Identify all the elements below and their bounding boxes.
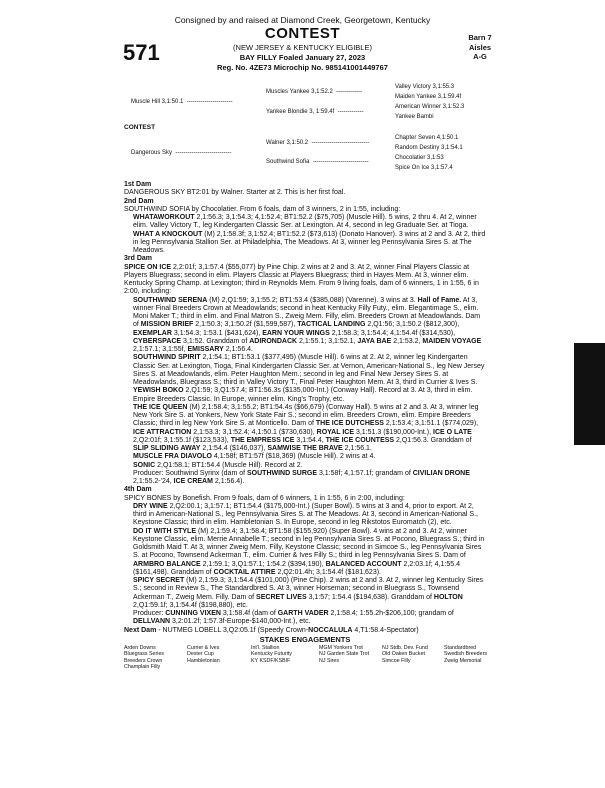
third-dam-heading: 3rd Dam <box>124 255 153 263</box>
consignor-line: Consigned by and raised at Diamond Creek, Georgetown, Kentucky <box>174 15 431 25</box>
stakes-heading: STAKES ENGAGEMENTS <box>259 634 351 644</box>
stakes-item: NJ Sires <box>319 657 340 664</box>
stakes-item: Dexter Cup <box>187 651 214 658</box>
offspring-entry: DO IT WITH STYLE (M) 2,1:59.4; 3,1:58.4; BT1:58 ($155,920) (Super Bowl). 4 wins at 2 and 3. At 2, winner Keystone Classic, elim. Merrie Annabelle T.; second in leg Pennsylvania Sires S. at Pocono, Bluegrass S.; third in Goldsmith Maid T. At 3, winner Zweig Mem. Filly, Keystone Classic; second in Simcoe S., leg Pennsylvania Sires S. at Pocono, Townsend Ackerman T., elim. Currier & Ives Filly S.; third in leg Pennsylvania Sires S. Dam of ARMBRO BALANCE 2,1:59.1; 3,Q1:57.1; 1:54.2 ($394,190), BALANCED ACCOUNT 2,2:03.1f; 4,1:55.4 ($161,498). Granddam of COCKTAIL ATTIRE 2,Q2:01.4h; 3,1:54.4f ($181,623). <box>133 527 485 576</box>
eligibility-line: (NEW JERSEY & KENTUCKY ELIGIBLE) <box>233 43 372 52</box>
aisle-range: A-G <box>473 52 487 61</box>
hip-number: 571 <box>123 40 160 65</box>
stakes-item: KY KSDF/KSBIF <box>251 657 291 664</box>
stakes-item: Arden Downs <box>124 645 156 651</box>
stakes-item: Kentucky Futurity <box>251 651 292 658</box>
producer-entry: Producer: CUNNING VIXEN 3,1:58.4f (dam of GARTH VADER 2,1:58.4; 1:55.2h-$206,100; grandam of DELLVANN 3,2:01.2f; 1:57.3f-Europe-$140,000-Int.), etc. <box>133 610 454 626</box>
barn-location <box>455 33 505 62</box>
pedigree-ssd: Maiden Yankee 3,1:59.4f <box>395 94 462 100</box>
stakes-item: Currier & Ives <box>187 645 220 651</box>
stakes-item: Champlain Filly <box>124 663 161 670</box>
pedigree-sire-dam: Yankee Blondie 3, 1:59.4f ------------- <box>266 109 364 115</box>
aisles-label: Aisles <box>468 42 492 52</box>
pedigree-dss: Chapter Seven 4,1:50.1 <box>395 135 459 141</box>
pedigree-sire: Muscle Hill 3,1:50.1 ----------------------- <box>131 99 233 105</box>
pedigree-sds: American Winner 3,1:52.3 <box>395 104 465 110</box>
stakes-grid <box>124 645 486 670</box>
offspring-entry: SOUTHWIND SERENA (M) 2,Q1:59; 3,1:55.2; BT1:53.4 ($385,088) (Varenne). 3 wins at 3. Hall of Fame. At 3, winner Final Breeders Crown at Meadowlands; second in heat Kentucky Filly Futy., elim. Elegantimage S., elim. Moni Maker T.; third in elim. and Final Matron S., Zweig Mem. Filly, elim. Breeders Crown at Meadowlands. Dam of MISSION BRIEF 2,1:50.3; 3,1:50.2f ($1,599,587), TACTICAL LANDING 2,Q1:56; 3,1:50.2 ($812,300), EXEMPLAR 3,1:54.3; 1:53.1 ($431,624), EARN YOUR WINGS 2,1:58.3; 3,1:54.4; 4,1:54.4f ($314,530), CYBERSPACE 3,1:52. Granddam of ADIRONDACK 2,1:55.1; 3,1:52.1, JAYA BAE 2,1:53.2, MAIDEN VOYAGE 2,1:57.1; 3,1:55f, EMISSARY 2,1:56.4. <box>133 296 482 353</box>
stakes-item: Breeders Crown <box>124 657 163 664</box>
stakes-item: Swedish Breeders <box>444 651 487 658</box>
offspring-entry: WHAT A KNOCKOUT (M) 2,1:58.3f; 3,1:52.4; BT1:52.2 ($73,613) (Donato Hanover). 3 wins at 2 and 3. At 2, third in leg Pennsylvania Stallion Ser. at Philadelphia, The Meadows. At 3, winner leg Pennsylvania Sires S. at The Meadows. <box>133 230 486 254</box>
offspring-entry: WHATAWORKOUT 2,1:56.3; 3,1:54.3; 4,1:52.4; BT1:52.2 ($75,705) (Muscle Hill). 5 wins, 2 thru 4. At 2, winner elim. Valley Victory T., leg Kindergarten Classic Ser. at Lexington. At 4, second in leg Graduate Ser. at Tioga. <box>133 214 477 230</box>
horse-name: CONTEST <box>264 25 341 42</box>
stakes-item: Int'l. Stallion <box>251 645 280 651</box>
producer-entry: Producer: Southwind Syrinx (dam of SOUTHWIND SURGE 3,1:58f; 4,1:57.1f; grandam of CIVILIAN DRONE 2,1:55.2-'24, ICE CREAM 2,1:56.4). <box>133 469 470 485</box>
stakes-item: Simcoe Filly <box>382 657 411 664</box>
stakes-item: Old Oaken Bucket <box>382 651 425 658</box>
first-dam-heading: 1st Dam <box>124 181 152 188</box>
catalog-body <box>124 181 486 670</box>
pedigree-sire-sire: Muscles Yankee 3,1:52.2 ------------- <box>266 89 363 95</box>
offspring-entry: MUSCLE FRA DIAVOLO 4,1:58f; BT1:57f ($18,369) (Muscle Hill). 2 wins at 4. <box>133 453 376 461</box>
stakes-item: Zweig Memorial <box>444 657 482 664</box>
stakes-item <box>251 664 319 670</box>
registration-line: Reg. No. 4ZE73 Microchip No. 985141001449767 <box>217 63 388 72</box>
stakes-item: Standardbred <box>444 645 477 651</box>
offspring-entry: DRY WINE 2,Q2:00.1; 3,1:57.1; BT1:54.4 ($175,000-Int.) (Super Bowl). 5 wins at 3 and 4, prior to export. At 2, third in American-National S., leg Pennsylvania Sires S. at The Meadows. At 3, second in American-National S., Keystone Classic; third in elim. Hambletonian S. In Europe, second in leg Rikstotos Euromatch (2), etc. <box>133 502 478 527</box>
stakes-item <box>187 664 251 670</box>
offspring-entry: THE ICE QUEEN (M) 2,1:58.4; 3,1:55.2; BT1:54.4s ($66,679) (Conway Hall). 5 wins at 2 and 3. At 3, winner leg New York Sire S. at Yonkers, New York State Fair S.; second in elim. Breeders Crown, elim. Empire Breeders Classic; third in leg New York Sire S. at Monticello. Dam of THE ICE DUTCHESS 2,1:53.4; 3,1:51.1 ($774,029), ICE ATTRACTION 2,1:53.3; 3,1:52.4; 4,1:50.1 ($730,630), ROYAL ICE 3,1:51.3 ($190,000-Int.), ICE O LATE 2,Q2:01f; 3,1:55.1f ($123,533), THE EMPRESS ICE 3,1:54.4, THE ICE COUNTESS 2,Q1:56.3. Granddam of SLIP SLIDING AWAY 2,1:54.4 ($146,037), SAMWISE THE BRAVE 2,1:56.1. <box>133 403 479 452</box>
fourth-dam-text: SPICY BONES by Bonefish. From 9 foals, dam of 6 winners, 1 in 1:55, 6 in 2:00, including: <box>124 494 405 502</box>
pedigree-dam-sire: Walner 3,1:50.2 ----------------------------- <box>266 140 370 146</box>
pedigree-dam-dam: Southwind Sofia ---------------------------- <box>266 159 369 165</box>
stakes-item: Hambletonian <box>187 657 220 664</box>
offspring-entry: YEWISH BOKO 2,Q1:59; 3,Q1:57.4; BT1:56.3s ($135,000-Int.) (Conway Hall). Record at 3. At 3, third in elim. Empire Breeders Classic. In Europe, winner elim. King's Trophy, etc. <box>133 387 473 403</box>
stakes-item: MGM Yonkers Trot <box>319 645 363 651</box>
pedigree-horse: CONTEST <box>124 124 156 131</box>
stakes-item <box>444 664 504 670</box>
pedigree-dds: Chocolatier 3,1:53 <box>395 155 444 161</box>
stakes-item: Bluegrass Series <box>124 651 165 658</box>
pedigree-ddd: Spice On Ice 3,1:57.4 <box>395 165 453 171</box>
foaled-line: BAY FILLY Foaled January 27, 2023 <box>239 53 366 62</box>
second-dam-heading: 2nd Dam <box>124 197 154 205</box>
second-dam-text: SOUTHWIND SOFIA by Chocolatier. From 6 foals, dam of 3 winners, 2 in 1:55, including: <box>124 205 401 213</box>
offspring-entry: SONIC 2,Q1:58.1; BT1:54.4 (Muscle Hill). Record at 2. <box>133 461 303 469</box>
pedigree-dsd: Random Destiny 3,1:54.1 <box>395 145 463 151</box>
stakes-item: NJ Garden State Trot <box>319 651 370 658</box>
pedigree-dam: Dangerous Sky ---------------------------- <box>131 150 232 156</box>
stakes-item <box>319 664 382 670</box>
offspring-entry: SOUTHWIND SPIRIT 2,1:54.1; BT1:53.1 ($377,495) (Muscle Hill). 6 wins at 2. At 2, winner leg Kindergarten Classic Ser. at Lexington, Tioga, Final Kindergarten Classic Ser. at Vernon, American-National S., leg New Jersey Sires S. at Meadowlands, elim. Peter Haughton Mem.; second in leg and Final New Jersey Sires S. at Meadowlands, Bluegrass S.; third in Valley Victory T., Final Peter Haughton Mem. At 3, third in Currier & Ives S. <box>133 354 485 386</box>
pedigree-sss: Valley Victory 3,1:55.3 <box>395 84 455 90</box>
stakes-item: NJ Stdb. Dev. Fund <box>382 645 428 651</box>
pedigree-sdd: Yankee Bambi <box>395 114 434 120</box>
fourth-dam-heading: 4th Dam <box>124 486 152 494</box>
barn-label: Barn 7 <box>468 33 492 42</box>
first-dam-text: DANGEROUS SKY BT2:01 by Walner. Starter at 2. This is her first foal. <box>124 189 346 197</box>
page-edge-tab <box>574 343 605 445</box>
next-dam-line: Next Dam - NUTMEG LOBELL 3,Q2:05.1f (Speedy Crown-NOCCALULA 4,T1:58.4-Spectator) <box>124 626 419 634</box>
stakes-item <box>382 664 444 670</box>
offspring-entry: SPICY SECRET (M) 2,1:59.3; 3,1:54.4 ($101,000) (Pine Chip). 2 wins at 2 and 3. At 2, winner leg Kentucky Sires S.; second in Review S., The Standardbred S. At 3, winner Horseman; second in Bluegrass S., Townsend Ackerman T., Zweig Mem. Filly. Dam of SECRET LIVES 3,1:57; 1:54.4 ($194,638). Granddam of HOLTON 2,Q1:59.1f; 3,1:54.4f ($198,880), etc. <box>133 577 484 609</box>
third-dam-text: SPICE ON ICE 2,2:01f; 3,1:57.4 ($55,077) by Pine Chip. 2 wins at 2 and 3. At 2, winner Final Players Classic at Players Bluegrass; second in elim. Players Classic at Players Bluegrass; third in Hayes Mem. At 3, winner elim. Kentucky Spring Champ. at Lexington; third in Reynolds Mem. From 9 living foals, dam of 6 winners, 1 in 1:55, 6 in 2:00, including: <box>124 263 479 296</box>
